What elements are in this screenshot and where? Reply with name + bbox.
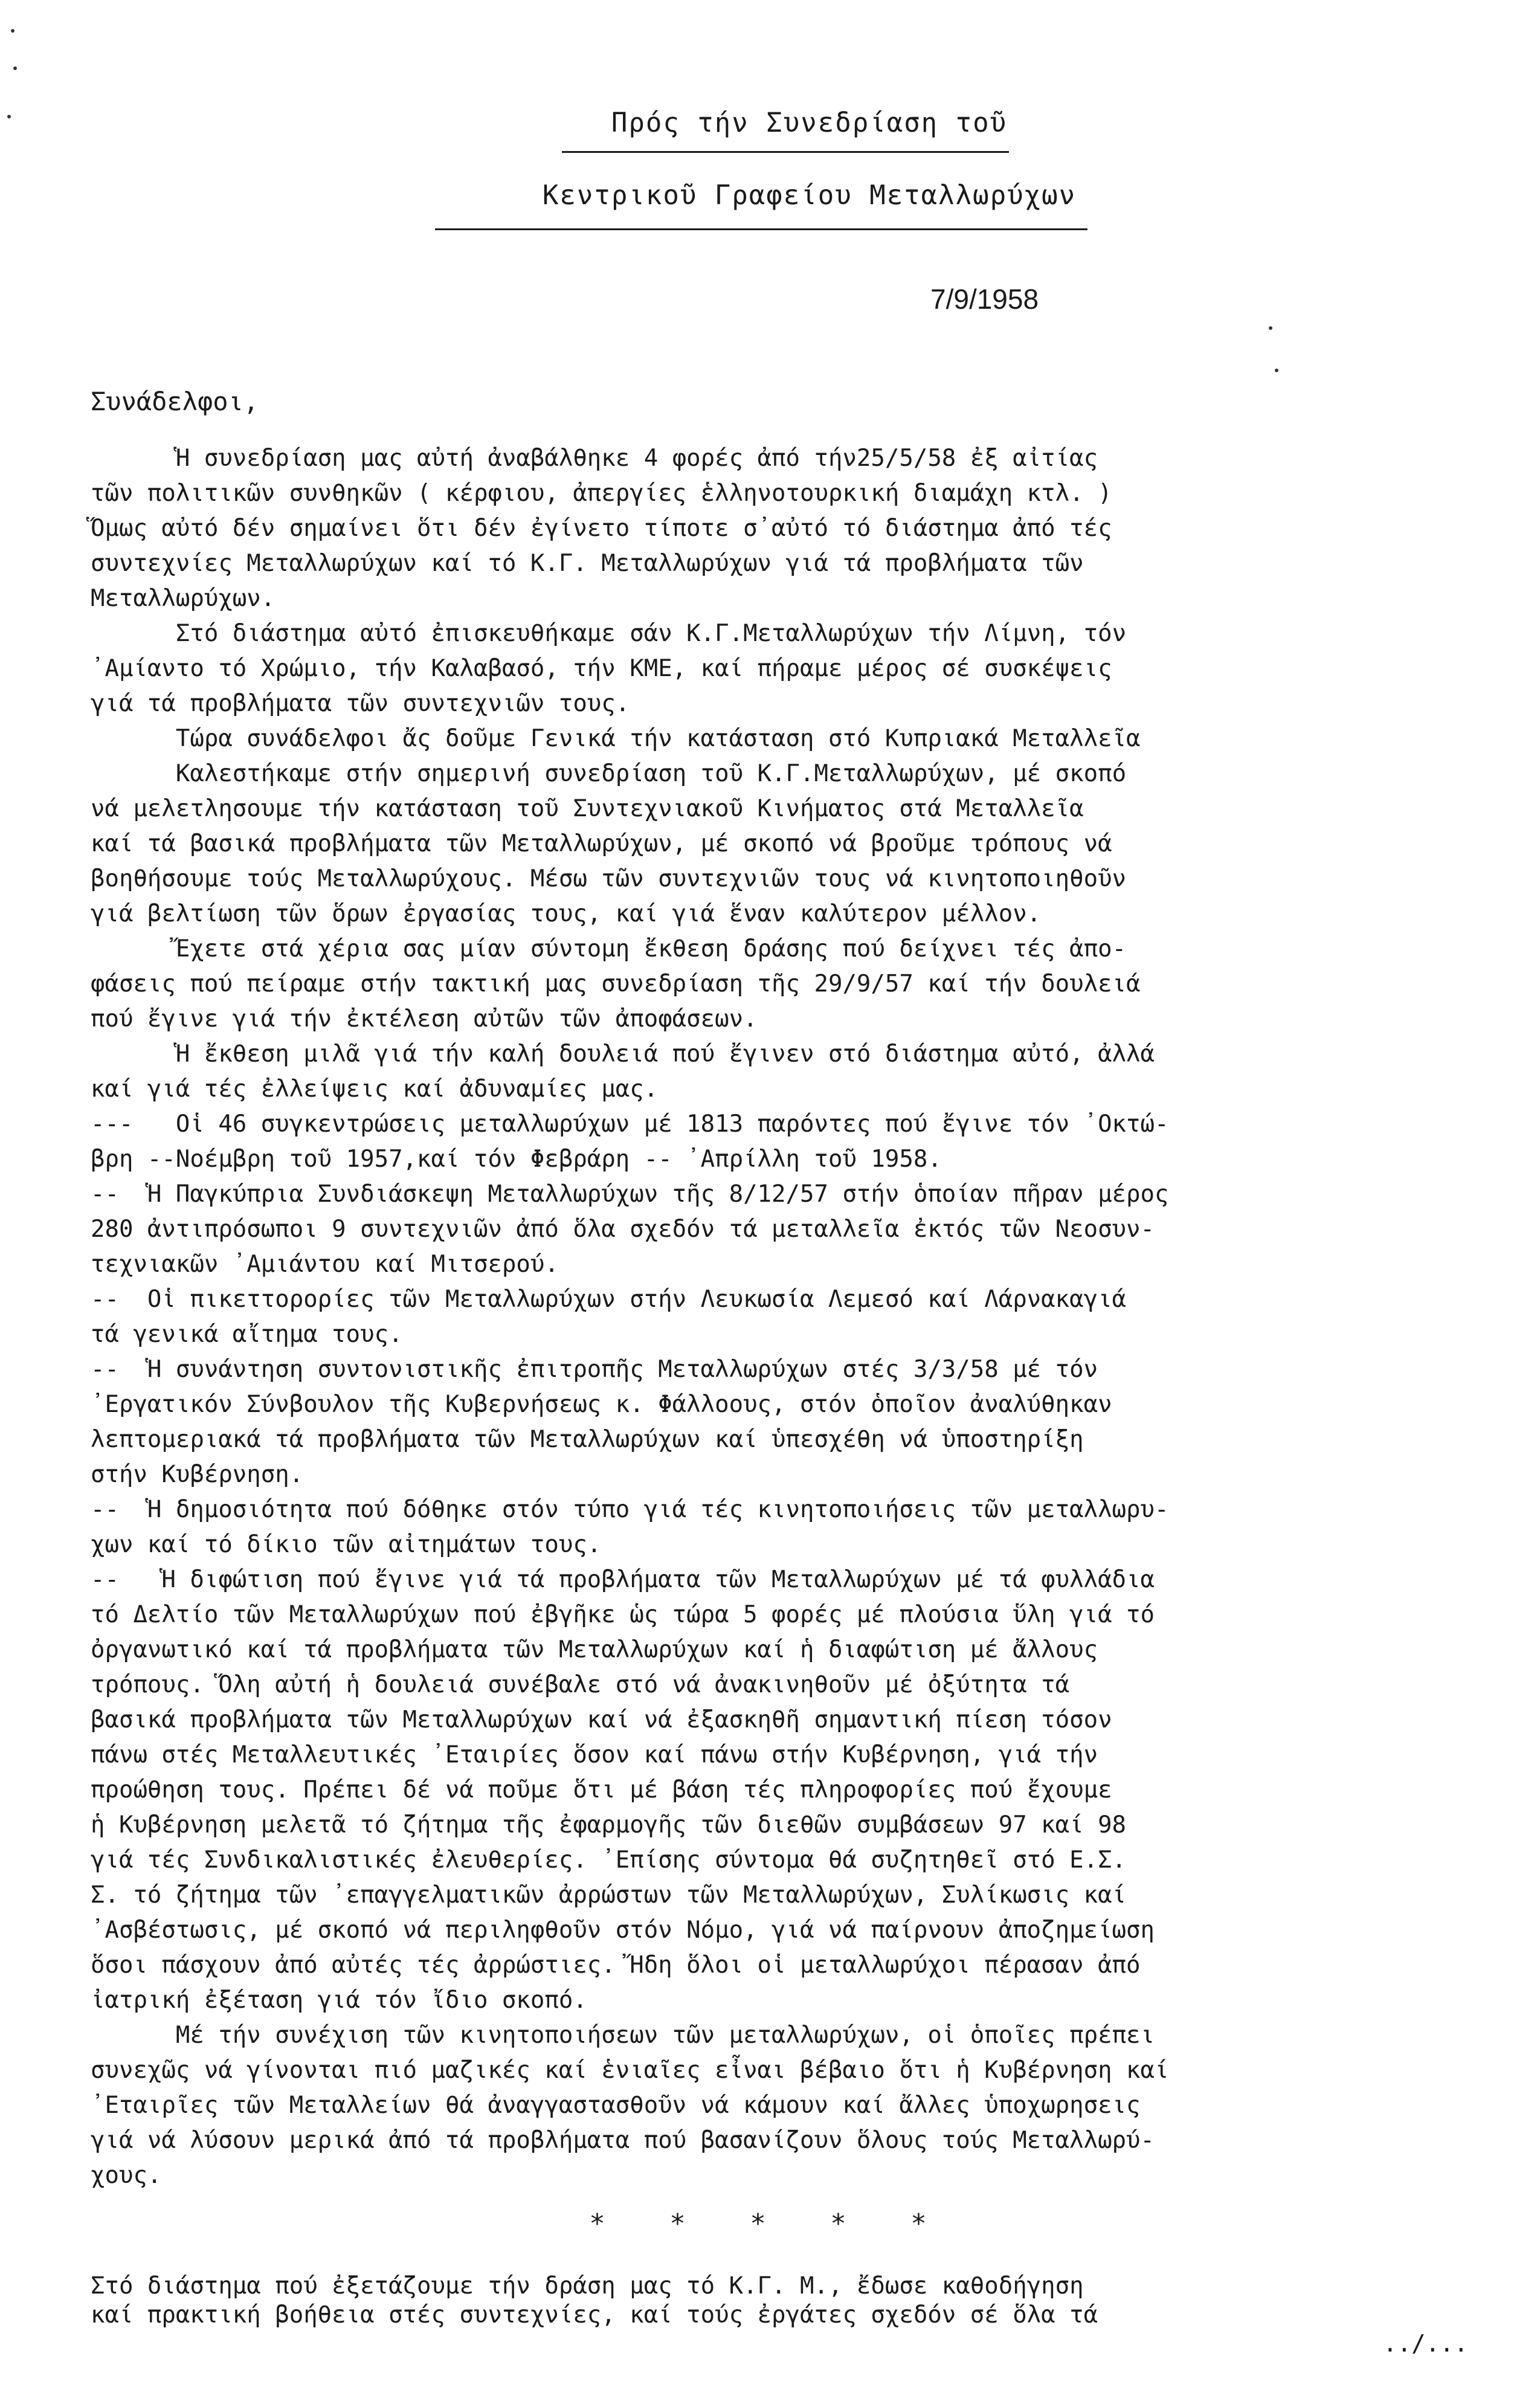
header-line-2: Κεντρικοῦ Γραφείου Μεταλλωρύχων	[542, 180, 1077, 211]
header-line-1: Πρός τήν Συνεδρίαση τοῦ	[611, 108, 1008, 138]
body-line: συντεχνίες Μεταλλωρύχων καί τό Κ.Γ. Μεταλλωρύχων γιά τά προβλήματα τῶν	[91, 550, 1084, 577]
body-line: Ὅμως αὐτό δέν σημαίνει ὅτι δέν ἐγίνετο τίποτε σ᾿αὐτό τό διάστημα ἀπό τές	[91, 515, 1112, 542]
body-line: --- Οἱ 46 συγκεντρώσεις μεταλλωρύχων μέ 1813 παρόντες πού ἔγινε τόν ᾿Οκτώ-	[91, 1111, 1169, 1138]
body-line: τεχνιακῶν ᾿Αμιάντου καί Μιτσερού.	[91, 1251, 559, 1278]
body-line: -- Ἡ συνάντηση συντονιστικῆς ἐπιτροπῆς Μεταλλωρύχων στές 3/3/58 μέ τόν	[91, 1356, 1098, 1383]
body-line: γιά τά προβλήματα τῶν συντεχνιῶν τους.	[91, 690, 630, 717]
body-line: -- Ἡ διφώτιση πού ἔγινε γιά τά προβλήματα τῶν Μεταλλωρύχων μέ τά φυλλάδια	[91, 1566, 1155, 1593]
body-line: τά γενικά αἴτημα τους.	[91, 1321, 403, 1348]
body-line: ᾿Εταιρῖες τῶν Μεταλλείων θά ἀναγγαστασθοῦν νά κάμουν καί ἄλλες ὑποχωρησεις	[91, 2092, 1141, 2119]
body-line: Ἡ συνεδρίαση μας αὐτή ἀναβάλθηκε 4 φορές ἀπό τήν25/5/58 ἐξ αἰτίας	[91, 445, 1098, 472]
margin-speck	[7, 115, 11, 118]
body-line: ᾿Ασβέστωσις, μέ σκοπό νά περιληφθοῦν στόν Νόμο, γιά νά παίρνουν ἀποζημείωση	[91, 1917, 1155, 1944]
body-line: ἡ Κυβέρνηση μελετᾶ τό ζήτημα τῆς ἐφαρμογῆς τῶν διεθῶν συμβάσεων 97 καί 98	[91, 1811, 1127, 1839]
body-line: χους.	[91, 2162, 162, 2189]
body-line: νά μελετλησουμε τήν κατάσταση τοῦ Συντεχνιακοῦ Κινήματος στά Μεταλλεῖα	[91, 795, 1084, 822]
margin-speck	[13, 66, 17, 70]
body-line: βοηθήσουμε τούς Μεταλλωρύχους. Μέσω τῶν συντεχνιῶν τους νά κινητοποιηθοῦν	[91, 865, 1127, 892]
body-line: Σ. τό ζήτημα τῶν ᾿επαγγελματικῶν ἀρρώστων τῶν Μεταλλωρύχων, Συλίκωσις καί	[91, 1881, 1127, 1909]
body-line: Ἡ ἔκθεση μιλᾶ γιά τήν καλή δουλειά πού ἔγινεν στό διάστημα αὐτό, ἀλλά	[91, 1040, 1155, 1068]
body-line: Μεταλλωρύχων.	[91, 585, 275, 612]
body-line: γιά νά λύσουν μερικά ἀπό τά προβλήματα πού βασανίζουν ὅλους τούς Μεταλλωρύ-	[91, 2127, 1155, 2154]
body-line: -- Ἡ Παγκύπρια Συνδιάσκεψη Μεταλλωρύχων τῆς 8/12/57 στήν ὁποίαν πῆραν μέρος	[91, 1181, 1169, 1208]
body-line: ὀργανωτικό καί τά προβλήματα τῶν Μεταλλωρύχων καί ἡ διαφώτιση μέ ἄλλους	[91, 1636, 1098, 1663]
body-line: χων καί τό δίκιο τῶν αἰτημάτων τους.	[91, 1531, 602, 1558]
footer-line: καί πρακτική βοήθεια στές συντεχνίες, καί τούς ἐργάτες σχεδόν σέ ὅλα τά	[91, 2301, 1098, 2329]
body-line: Ἔχετε στά χέρια σας μίαν σύντομη ἔκθεση δράσης πού δείχνει τές ἀπο-	[91, 935, 1127, 962]
document-date: 7/9/1958	[930, 283, 1039, 315]
body-line: τῶν πολιτικῶν συνθηκῶν ( κέρφιου, ἀπεργίες ἑλληνοτουρκική διαμάχη κτλ. )	[91, 480, 1112, 507]
margin-speck	[1275, 369, 1278, 372]
body-line: Μέ τήν συνέχιση τῶν κινητοποιήσεων τῶν μεταλλωρύχων, οἱ ὁποῖες πρέπει	[91, 2022, 1155, 2049]
body-line: βασικά προβλήματα τῶν Μεταλλωρύχων καί νά ἐξασκηθῆ σημαντική πίεση τόσον	[91, 1706, 1112, 1733]
header-underline-2	[435, 228, 1087, 230]
body-line: τρόπους. Ὅλη αὐτή ἡ δουλειά συνέβαλε στό νά ἀνακινηθοῦν μέ ὀξύτητα τά	[91, 1671, 1070, 1698]
footer-line: ../...	[1383, 2330, 1468, 2358]
body-line: Τώρα συνάδελφοι ἄς δοῦμε Γενικά τήν κατάσταση στό Κυπριακά Μεταλλεῖα	[91, 725, 1141, 752]
margin-speck	[11, 29, 14, 33]
body-line: ᾿Εργατικόν Σύνβουλον τῆς Κυβερνήσεως κ. Φάλλοους, στόν ὁποῖον ἀναλύθηκαν	[91, 1391, 1112, 1418]
body-line: γιά βελτίωση τῶν ὅρων ἐργασίας τους, καί γιά ἕναν καλύτερον μέλλον.	[91, 900, 1042, 927]
body-line: καί γιά τές ἐλλείψεις καί ἀδυναμίες μας.	[91, 1075, 659, 1103]
body-line: τό Δελτίο τῶν Μεταλλωρύχων πού ἐβγῆκε ὡς τώρα 5 φορές μέ πλούσια ὕλη γιά τό	[91, 1601, 1155, 1628]
body-line: 280 ἀντιπρόσωποι 9 συντεχνιῶν ἀπό ὅλα σχεδόν τά μεταλλεῖα ἐκτός τῶν Νεοσυν-	[91, 1216, 1155, 1243]
body-line: Στό διάστημα αὐτό ἐπισκευθήκαμε σάν Κ.Γ.Μεταλλωρύχων τήν Λίμνη, τόν	[91, 620, 1127, 647]
body-line: Καλεστήκαμε στήν σημερινή συνεδρίαση τοῦ Κ.Γ.Μεταλλωρύχων, μέ σκοπό	[91, 760, 1127, 787]
body-line: ἰατρική ἐξέταση γιά τόν ἴδιο σκοπό.	[91, 1987, 587, 2014]
body-line: ᾿Αμίαντο τό Χρώμιο, τήν Καλαβασό, τήν ΚΜΕ, καί πήραμε μέρος σέ συσκέψεις	[91, 655, 1112, 682]
body-line: στήν Κυβέρνηση.	[91, 1461, 304, 1488]
body-line: πού ἔγινε γιά τήν ἐκτέλεση αὐτῶν τῶν ἀποφάσεων.	[91, 1005, 758, 1033]
body-text	[91, 441, 1468, 2193]
header-underline-1	[562, 151, 1009, 153]
body-line: βρη --Νοέμβρη τοῦ 1957,καί τόν Φεβράρη -- ᾿Απρίλλη τοῦ 1958.	[91, 1146, 942, 1173]
body-line: γιά τές Συνδικαλιστικές ἐλευθερίες. ᾿Επίσης σύντομα θά συζητηθεῖ στό Ε.Σ.	[91, 1846, 1127, 1874]
body-line: φάσεις πού πείραμε στήν τακτική μας συνεδρίαση τῆς 29/9/57 καί τήν δουλειά	[91, 970, 1141, 998]
body-line: καί τά βασικά προβλήματα τῶν Μεταλλωρύχων, μέ σκοπό νά βροῦμε τρόπους νά	[91, 830, 1112, 857]
salutation: Συνάδελφοι,	[91, 387, 259, 416]
body-line: συνεχῶς νά γίνονται πιό μαζικές καί ἑνιαῖες εἶναι βέβαιο ὅτι ἡ Κυβέρνηση καί	[91, 2057, 1169, 2084]
body-line: προώθηση τους. Πρέπει δέ νά ποῦμε ὅτι μέ βάση τές πληροφορίες πού ἔχουμε	[91, 1776, 1112, 1804]
footer-line: Στό διάστημα πού ἐξετάζουμε τήν δράση μας τό Κ.Γ. Μ., ἔδωσε καθοδήγηση	[91, 2272, 1084, 2300]
body-line: πάνω στές Μεταλλευτικές ᾿Εταιρίες ὅσον καί πάνω στήν Κυβέρνηση, γιά τήν	[91, 1741, 1098, 1768]
section-separator: * * * * *	[589, 2208, 951, 2239]
body-line: -- Οἱ πικεττορορίες τῶν Μεταλλωρύχων στήν Λευκωσία Λεμεσό καί Λάρνακαγιά	[91, 1286, 1127, 1313]
footer-text	[91, 2272, 1468, 2359]
margin-speck	[1269, 326, 1272, 330]
body-line: ὅσοι πάσχουν ἀπό αὐτές τές ἀρρώστιες. Ἤδη ὅλοι οἱ μεταλλωρύχοι πέρασαν ἀπό	[91, 1952, 1141, 1979]
body-line: -- Ἡ δημοσιότητα πού δόθηκε στόν τύπο γιά τές κινητοποιήσεις τῶν μεταλλωρυ-	[91, 1496, 1169, 1523]
body-line: λεπτομεριακά τά προβλήματα τῶν Μεταλλωρύχων καί ὑπεσχέθη νά ὑποστηρίξη	[91, 1426, 1084, 1453]
